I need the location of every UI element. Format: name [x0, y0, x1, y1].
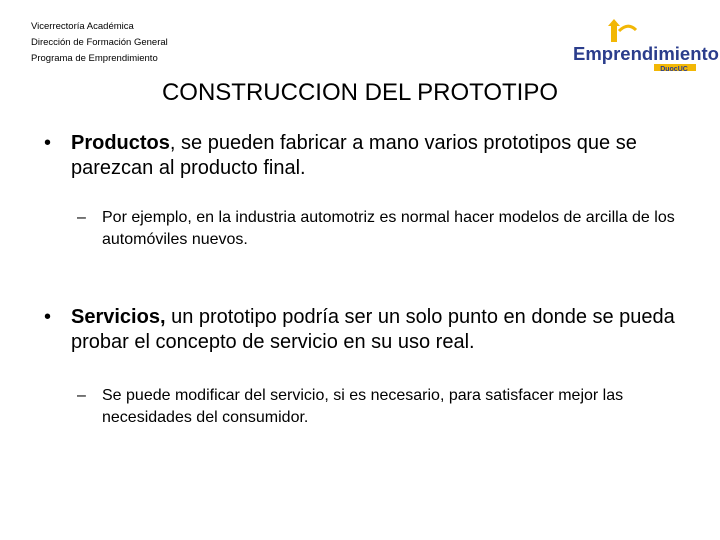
header-line-vicerrectoria: Vicerrectoría Académica [31, 21, 134, 32]
bullet-icon: • [44, 306, 52, 328]
subpoint-text-productos: Por ejemplo, en la industria automotriz es normal hacer modelos de arcilla de los automóviles nuevos. [102, 209, 675, 248]
subpoint-productos [44, 207, 694, 251]
slide-body [44, 131, 694, 429]
bullet-term-servicios: Servicios, [71, 306, 166, 328]
slide-title: CONSTRUCCION DEL PROTOTIPO [161, 79, 559, 106]
logo-word: Emprendimiento [573, 43, 719, 64]
logo-graphic [570, 16, 719, 74]
logo-tag: DuocUC [660, 66, 688, 73]
bullet-servicios [44, 305, 694, 355]
bullet-icon: • [44, 132, 52, 154]
header-text [31, 19, 168, 67]
subpoint-text-servicios: Se puede modificar del servicio, si es necesario, para satisfacer mejor las necesidades del consumidor. [102, 387, 624, 426]
bullet-term-productos: Productos [71, 132, 170, 154]
bullet-text-servicios: un prototipo podría ser un solo punto en donde se pueda probar el concepto de servicio en su uso real. [71, 306, 675, 353]
bullet-text-productos: , se pueden fabricar a mano varios prototipos que se parezcan al producto final. [71, 132, 637, 179]
header-line-programa: Programa de Emprendimiento [31, 53, 158, 64]
bullet-productos [44, 131, 694, 181]
emprendimiento-logo [570, 16, 719, 74]
logo-figure-icon [608, 19, 636, 42]
dash-icon: – [77, 209, 86, 226]
header-line-direccion: Dirección de Formación General [31, 37, 168, 48]
subpoint-servicios [44, 385, 694, 429]
dash-icon: – [77, 387, 86, 404]
